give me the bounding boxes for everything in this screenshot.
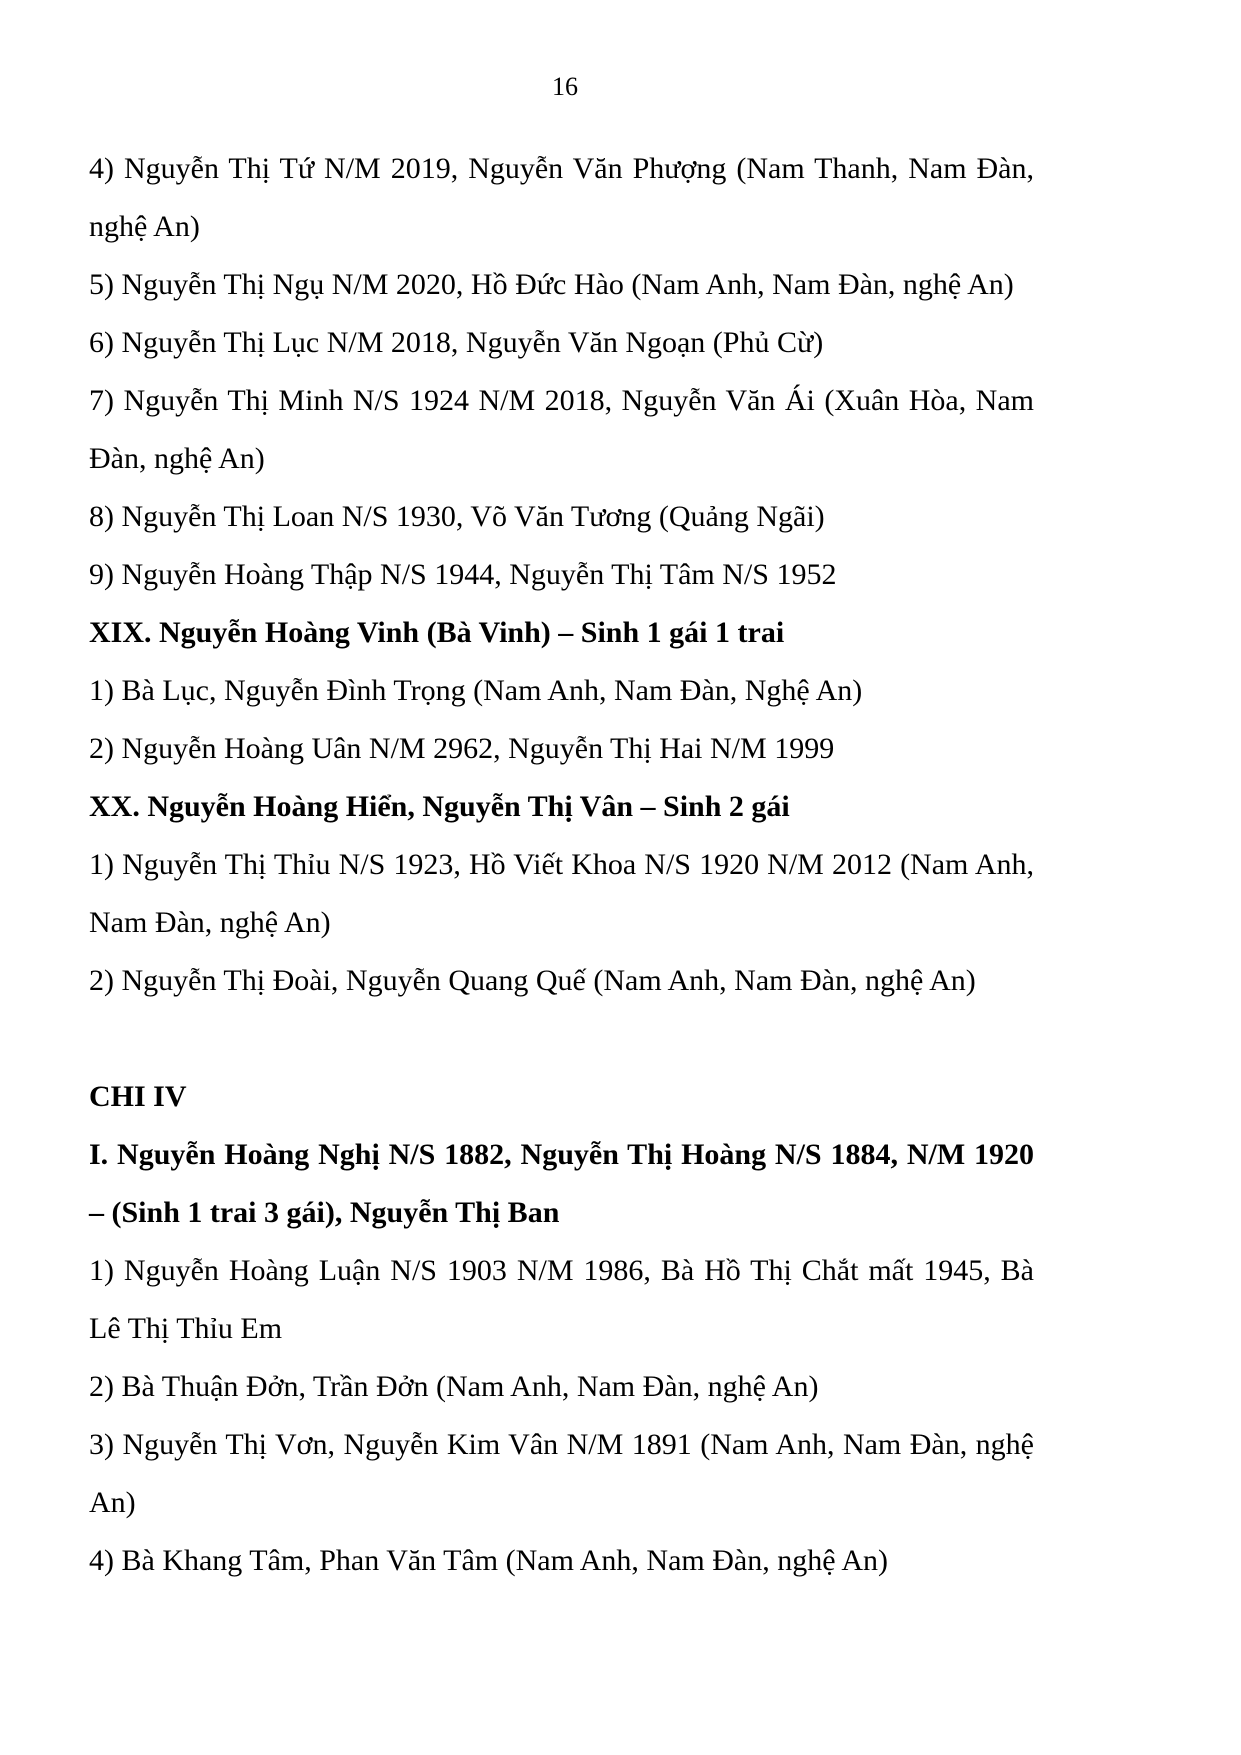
list-item: 3) Nguyễn Thị Vơn, Nguyễn Kim Vân N/M 1891 (Nam Anh, Nam Đàn, nghệ An) (89, 1428, 1034, 1519)
document-body (89, 140, 1034, 1590)
list-item: 4) Bà Khang Tâm, Phan Văn Tâm (Nam Anh, Nam Đàn, nghệ An) (89, 1544, 889, 1577)
section-heading-xx: XX. Nguyễn Hoàng Hiển, Nguyễn Thị Vân – Sinh 2 gái (89, 790, 790, 823)
list-item: 1) Nguyễn Hoàng Luận N/S 1903 N/M 1986, Bà Hồ Thị Chắt mất 1945, Bà Lê Thị Thỉu Em (89, 1254, 1034, 1345)
blank-line (89, 1010, 1034, 1068)
list-item: 1) Nguyễn Thị Thỉu N/S 1923, Hồ Viết Khoa N/S 1920 N/M 2012 (Nam Anh, Nam Đàn, nghệ An) (89, 848, 1034, 939)
list-item: 2) Nguyễn Thị Đoài, Nguyễn Quang Quế (Nam Anh, Nam Đàn, nghệ An) (89, 964, 976, 997)
list-item: 7) Nguyễn Thị Minh N/S 1924 N/M 2018, Nguyễn Văn Ái (Xuân Hòa, Nam Đàn, nghệ An) (89, 384, 1034, 475)
list-item: 8) Nguyễn Thị Loan N/S 1930, Võ Văn Tương (Quảng Ngãi) (89, 500, 825, 533)
chi-iv-title: CHI IV (89, 1080, 187, 1113)
list-item: 5) Nguyễn Thị Ngụ N/M 2020, Hồ Đức Hào (Nam Anh, Nam Đàn, nghệ An) (89, 268, 1014, 301)
list-item: 6) Nguyễn Thị Lục N/M 2018, Nguyễn Văn Ngoạn (Phủ Cừ) (89, 326, 824, 359)
list-item: 1) Bà Lục, Nguyễn Đình Trọng (Nam Anh, Nam Đàn, Nghệ An) (89, 674, 863, 707)
section-heading-chi-iv-i: I. Nguyễn Hoàng Nghị N/S 1882, Nguyễn Thị Hoàng N/S 1884, N/M 1920 – (Sinh 1 trai 3 gái), Nguyễn Thị Ban (89, 1138, 1034, 1229)
page-number: 16 (552, 72, 578, 101)
list-item: 2) Nguyễn Hoàng Uân N/M 2962, Nguyễn Thị Hai N/M 1999 (89, 732, 835, 765)
list-item: 4) Nguyễn Thị Tứ N/M 2019, Nguyễn Văn Phượng (Nam Thanh, Nam Đàn, nghệ An) (89, 152, 1034, 243)
list-item: 9) Nguyễn Hoàng Thập N/S 1944, Nguyễn Thị Tâm N/S 1952 (89, 558, 837, 591)
list-item: 2) Bà Thuận Đởn, Trần Đởn (Nam Anh, Nam Đàn, nghệ An) (89, 1370, 819, 1403)
section-heading-xix: XIX. Nguyễn Hoàng Vinh (Bà Vinh) – Sinh 1 gái 1 trai (89, 616, 785, 649)
